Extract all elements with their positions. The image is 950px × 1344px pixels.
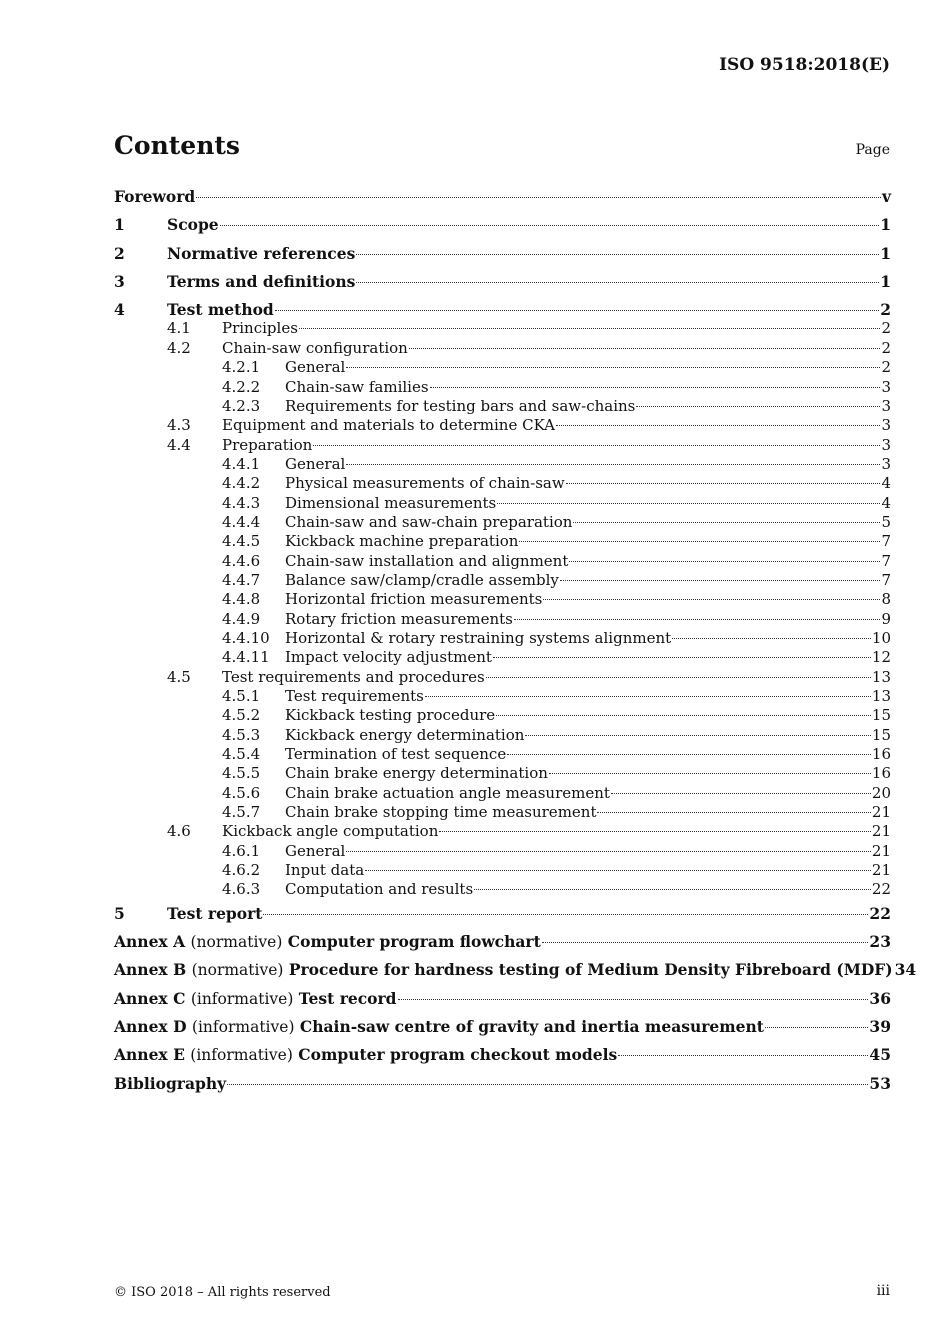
leader-dots bbox=[556, 425, 880, 426]
leader-dots bbox=[519, 541, 880, 542]
toc-entry-title bbox=[114, 956, 893, 984]
toc-entry-number: 4.6 bbox=[167, 822, 191, 841]
toc-entry-title bbox=[285, 861, 364, 880]
leader-dots bbox=[765, 1027, 868, 1028]
toc-entry-label: Chain-saw centre of gravity and inertia measurement bbox=[299, 1016, 764, 1036]
toc-entry-title bbox=[285, 532, 518, 551]
toc-entry-title bbox=[167, 240, 355, 268]
toc-entry-number: 4.5.7 bbox=[222, 803, 261, 822]
toc-entry[interactable] bbox=[114, 436, 891, 455]
toc-entry-page: 36 bbox=[869, 988, 891, 1008]
toc-entry[interactable] bbox=[114, 861, 891, 880]
toc-entry-title bbox=[285, 494, 496, 513]
toc-entry[interactable] bbox=[114, 590, 891, 609]
toc-entry-number: 5 bbox=[114, 903, 125, 923]
toc-entry[interactable] bbox=[114, 378, 891, 397]
toc-entry-title bbox=[285, 803, 596, 822]
toc-entry-title bbox=[222, 436, 312, 455]
toc-entry-number: 4.2 bbox=[167, 338, 191, 357]
toc-entry-page: 22 bbox=[871, 880, 891, 899]
leader-dots bbox=[227, 1084, 868, 1085]
toc-entry-title bbox=[114, 1070, 226, 1098]
toc-entry[interactable] bbox=[114, 211, 891, 239]
toc-entry[interactable] bbox=[114, 532, 891, 551]
toc-entry[interactable] bbox=[114, 571, 891, 590]
toc-entry-title bbox=[285, 552, 568, 571]
toc-entry-page: 2 bbox=[881, 319, 891, 338]
annex-prefix: Annex B bbox=[114, 960, 187, 980]
toc-entry-number: 4.4.9 bbox=[222, 609, 261, 628]
leader-dots bbox=[611, 793, 871, 794]
toc-entry[interactable] bbox=[114, 319, 891, 338]
toc-entry-number: 4.5.6 bbox=[222, 783, 261, 802]
toc-entry-page: 15 bbox=[871, 725, 891, 744]
toc-entry-number: 4.4.8 bbox=[222, 590, 261, 609]
toc-entry-label: Input data bbox=[285, 861, 365, 880]
toc-entry-page: 7 bbox=[881, 551, 891, 570]
toc-entry-label: Dimensional measurements bbox=[285, 493, 497, 512]
toc-entry-label: Scope bbox=[167, 215, 219, 235]
toc-entry-title bbox=[114, 183, 195, 211]
toc-entry-title bbox=[285, 764, 548, 783]
toc-entry[interactable] bbox=[114, 822, 891, 841]
toc-entry-title bbox=[285, 706, 495, 725]
toc-entry[interactable] bbox=[114, 494, 891, 513]
toc-entry-label: General bbox=[285, 454, 346, 473]
toc-entry-title bbox=[285, 629, 671, 648]
toc-entry-number: 4.6.2 bbox=[222, 861, 261, 880]
toc-entry-label: Preparation bbox=[222, 435, 313, 454]
toc-entry-number: 4.4.6 bbox=[222, 551, 261, 570]
toc-entry-title bbox=[114, 928, 541, 956]
leader-dots bbox=[486, 677, 871, 678]
toc-entry[interactable] bbox=[114, 784, 891, 803]
toc-entry[interactable] bbox=[114, 928, 891, 956]
toc-entry[interactable] bbox=[114, 183, 891, 211]
toc-entry-label: Rotary friction measurements bbox=[285, 609, 513, 628]
toc-entry-page: 13 bbox=[871, 687, 891, 706]
leader-dots bbox=[514, 619, 881, 620]
toc-entry[interactable] bbox=[114, 726, 891, 745]
toc-entry-page: 20 bbox=[871, 783, 891, 802]
toc-entry-label: Horizontal friction measurements bbox=[285, 590, 543, 609]
leader-dots bbox=[560, 580, 881, 581]
copyright-notice: © ISO 2018 – All rights reserved bbox=[114, 1285, 331, 1300]
toc-entry-label: Foreword bbox=[114, 187, 196, 206]
toc-entry-title bbox=[222, 668, 485, 687]
leader-dots bbox=[299, 328, 881, 329]
toc-entry[interactable] bbox=[114, 513, 891, 532]
table-of-contents bbox=[114, 183, 917, 1098]
leader-dots bbox=[365, 870, 871, 871]
leader-dots bbox=[275, 310, 879, 311]
toc-entry-label: Chain-saw families bbox=[285, 377, 429, 396]
leader-dots bbox=[672, 638, 871, 639]
toc-entry-title bbox=[285, 513, 572, 532]
toc-entry-page: 9 bbox=[881, 609, 891, 628]
annex-kind: (normative) bbox=[191, 961, 284, 980]
toc-entry[interactable] bbox=[114, 397, 891, 416]
toc-entry-label: Test report bbox=[167, 903, 263, 923]
toc-entry-title bbox=[114, 1013, 764, 1041]
toc-entry[interactable] bbox=[114, 745, 891, 764]
toc-entry-page: 7 bbox=[881, 532, 891, 551]
toc-entry[interactable] bbox=[114, 687, 891, 706]
toc-entry-title bbox=[285, 474, 565, 493]
toc-entry-number: 4.5.5 bbox=[222, 764, 261, 783]
toc-entry-number: 4.4 bbox=[167, 435, 191, 454]
toc-entry-number: 4.5.4 bbox=[222, 745, 261, 764]
toc-entry-label: Terms and definitions bbox=[167, 271, 356, 291]
toc-entry-number: 4 bbox=[114, 300, 125, 320]
toc-entry[interactable] bbox=[114, 842, 891, 861]
toc-entry-number: 4.4.2 bbox=[222, 474, 261, 493]
toc-entry-title bbox=[285, 880, 473, 899]
toc-entry-page: 10 bbox=[871, 628, 891, 647]
toc-entry-label: Equipment and materials to determine CKA bbox=[222, 416, 556, 435]
toc-entry-page: 45 bbox=[869, 1045, 891, 1065]
toc-entry[interactable] bbox=[114, 629, 891, 648]
toc-entry-page: 5 bbox=[881, 512, 891, 531]
toc-entry-title bbox=[285, 745, 506, 764]
toc-entry[interactable] bbox=[114, 900, 891, 928]
toc-entry-page: 21 bbox=[871, 841, 891, 860]
toc-entry[interactable] bbox=[114, 358, 891, 377]
toc-entry-number: 4.2.3 bbox=[222, 396, 261, 415]
toc-entry-label: Bibliography bbox=[114, 1073, 227, 1093]
leader-dots bbox=[430, 387, 881, 388]
toc-entry-number: 4.5.2 bbox=[222, 706, 261, 725]
toc-entry-page: 3 bbox=[881, 435, 891, 454]
leader-dots bbox=[496, 715, 871, 716]
toc-entry-title bbox=[285, 358, 345, 377]
leader-dots bbox=[356, 282, 879, 283]
toc-entry-number: 4.4.5 bbox=[222, 532, 261, 551]
leader-dots bbox=[425, 696, 871, 697]
leader-dots bbox=[346, 851, 871, 852]
toc-entry-page: 23 bbox=[869, 932, 891, 952]
toc-entry-title bbox=[167, 900, 262, 928]
toc-entry[interactable] bbox=[114, 803, 891, 822]
toc-entry-label: Chain brake energy determination bbox=[285, 764, 548, 783]
toc-entry-label: Kickback machine preparation bbox=[285, 532, 519, 551]
leader-dots bbox=[346, 464, 880, 465]
leader-dots bbox=[493, 657, 871, 658]
toc-entry[interactable] bbox=[114, 240, 891, 268]
page-column-label: Page bbox=[855, 142, 890, 158]
toc-entry-label: Horizontal & rotary restraining systems alignment bbox=[285, 628, 672, 647]
toc-entry-number: 4.4.1 bbox=[222, 454, 261, 473]
toc-entry-label: Impact velocity adjustment bbox=[285, 648, 492, 667]
toc-entry-page: 2 bbox=[880, 300, 891, 320]
leader-dots bbox=[313, 445, 880, 446]
toc-entry-label: Test method bbox=[167, 300, 274, 320]
leader-dots bbox=[569, 561, 880, 562]
leader-dots bbox=[356, 254, 879, 255]
toc-entry[interactable] bbox=[114, 339, 891, 358]
toc-entry-number: 4.2.1 bbox=[222, 358, 261, 377]
page-title: Contents bbox=[114, 131, 241, 160]
toc-entry-number: 4.4.3 bbox=[222, 493, 261, 512]
toc-entry-title bbox=[285, 610, 513, 629]
toc-entry-page: 21 bbox=[871, 803, 891, 822]
toc-entry-label: Balance saw/clamp/cradle assembly bbox=[285, 570, 559, 589]
toc-entry[interactable] bbox=[114, 474, 891, 493]
toc-entry[interactable] bbox=[114, 668, 891, 687]
toc-entry-page: 2 bbox=[881, 338, 891, 357]
toc-entry-number: 4.4.7 bbox=[222, 570, 261, 589]
toc-entry-page: 12 bbox=[871, 648, 891, 667]
toc-entry-page: 4 bbox=[881, 493, 891, 512]
toc-entry-label: Kickback energy determination bbox=[285, 725, 525, 744]
toc-entry-title bbox=[285, 726, 524, 745]
toc-entry-label: Test record bbox=[298, 988, 397, 1008]
annex-kind: (informative) bbox=[190, 1046, 293, 1065]
toc-entry-title bbox=[114, 985, 397, 1013]
toc-entry-title bbox=[114, 1041, 617, 1069]
annex-kind: (normative) bbox=[190, 933, 283, 952]
toc-entry-label: Test requirements and procedures bbox=[222, 667, 485, 686]
toc-entry[interactable] bbox=[114, 706, 891, 725]
toc-entry-page: 2 bbox=[881, 358, 891, 377]
toc-entry-number: 4.4.11 bbox=[222, 648, 270, 667]
toc-entry-label: Normative references bbox=[167, 243, 356, 263]
toc-entry-page: 53 bbox=[869, 1073, 891, 1093]
toc-entry-title bbox=[222, 822, 438, 841]
toc-entry-number: 4.4.4 bbox=[222, 512, 261, 531]
toc-entry-page: 8 bbox=[881, 590, 891, 609]
toc-entry-page: 3 bbox=[881, 396, 891, 415]
toc-entry-label: Computation and results bbox=[285, 880, 474, 899]
toc-entry-page: 3 bbox=[881, 377, 891, 396]
toc-entry-title bbox=[222, 339, 408, 358]
toc-entry[interactable] bbox=[114, 1013, 891, 1041]
toc-entry[interactable] bbox=[114, 1041, 891, 1069]
leader-dots bbox=[507, 754, 871, 755]
toc-entry-label: Test requirements bbox=[285, 687, 424, 706]
toc-entry-label: General bbox=[285, 358, 346, 377]
toc-entry-page: 1 bbox=[880, 271, 891, 291]
toc-entry[interactable] bbox=[114, 764, 891, 783]
toc-entry-title bbox=[285, 378, 429, 397]
leader-dots bbox=[549, 773, 871, 774]
toc-entry-title bbox=[285, 571, 559, 590]
toc-entry-number: 4.1 bbox=[167, 319, 191, 338]
toc-entry-number: 4.5 bbox=[167, 667, 191, 686]
toc-entry-title bbox=[285, 687, 424, 706]
page-number: iii bbox=[876, 1283, 890, 1299]
toc-entry-label: Chain-saw installation and alignment bbox=[285, 551, 569, 570]
toc-entry-number: 2 bbox=[114, 243, 125, 263]
toc-entry[interactable] bbox=[114, 455, 891, 474]
toc-entry-label: Chain brake stopping time measurement bbox=[285, 803, 597, 822]
leader-dots bbox=[474, 889, 871, 890]
toc-entry[interactable] bbox=[114, 416, 891, 435]
toc-entry[interactable] bbox=[114, 1070, 891, 1098]
toc-entry[interactable] bbox=[114, 985, 891, 1013]
toc-entry-title bbox=[285, 842, 345, 861]
toc-entry-title bbox=[222, 319, 298, 338]
toc-entry-label: Principles bbox=[222, 319, 298, 338]
toc-entry-page: 21 bbox=[871, 861, 891, 880]
leader-dots bbox=[439, 831, 871, 832]
toc-entry-label: Termination of test sequence bbox=[285, 745, 507, 764]
toc-entry[interactable] bbox=[114, 552, 891, 571]
annex-prefix: Annex C bbox=[114, 988, 186, 1008]
annex-prefix: Annex D bbox=[114, 1016, 187, 1036]
leader-dots bbox=[220, 225, 880, 226]
toc-entry[interactable] bbox=[114, 880, 891, 899]
toc-entry-label: Computer program flowchart bbox=[287, 932, 541, 952]
toc-entry-title bbox=[285, 590, 542, 609]
document-id: ISO 9518:2018(E) bbox=[719, 55, 890, 75]
leader-dots bbox=[542, 942, 869, 943]
toc-entry-page: 22 bbox=[869, 903, 891, 923]
toc-entry-title bbox=[285, 455, 345, 474]
annex-kind: (informative) bbox=[190, 989, 294, 1008]
toc-entry-page: 39 bbox=[869, 1016, 891, 1036]
toc-entry[interactable] bbox=[114, 956, 917, 984]
annex-prefix: Annex E bbox=[114, 1045, 185, 1065]
toc-entry-number: 1 bbox=[114, 215, 125, 235]
toc-entry-page: 15 bbox=[871, 706, 891, 725]
toc-entry-page: v bbox=[881, 187, 891, 206]
leader-dots bbox=[573, 522, 880, 523]
toc-entry-page: 3 bbox=[881, 454, 891, 473]
toc-entry-label: Kickback angle computation bbox=[222, 822, 439, 841]
toc-entry-label: Requirements for testing bars and saw-chains bbox=[285, 396, 636, 415]
toc-entry-page: 16 bbox=[871, 745, 891, 764]
leader-dots bbox=[398, 999, 869, 1000]
toc-entry-title bbox=[167, 268, 355, 296]
toc-entry-number: 4.5.1 bbox=[222, 687, 261, 706]
toc-entry-page: 4 bbox=[881, 474, 891, 493]
leader-dots bbox=[636, 406, 880, 407]
toc-entry-number: 4.6.1 bbox=[222, 841, 261, 860]
toc-entry-page: 1 bbox=[880, 215, 891, 235]
leader-dots bbox=[618, 1055, 868, 1056]
toc-entry-label: Chain brake actuation angle measurement bbox=[285, 783, 610, 802]
toc-entry-page: 13 bbox=[871, 667, 891, 686]
leader-dots bbox=[263, 914, 868, 915]
toc-entry-page: 16 bbox=[871, 764, 891, 783]
toc-entry-label: General bbox=[285, 841, 346, 860]
toc-entry-label: Chain-saw configuration bbox=[222, 338, 408, 357]
annex-prefix: Annex A bbox=[114, 932, 186, 952]
toc-entry-number: 4.2.2 bbox=[222, 377, 261, 396]
toc-entry-page: 7 bbox=[881, 570, 891, 589]
toc-entry-label: Computer program checkout models bbox=[298, 1045, 618, 1065]
toc-entry-title bbox=[285, 784, 610, 803]
toc-entry-label: Kickback testing procedure bbox=[285, 706, 496, 725]
toc-entry-title bbox=[285, 648, 492, 667]
toc-entry-title bbox=[167, 211, 219, 239]
toc-entry-number: 4.6.3 bbox=[222, 880, 261, 899]
toc-entry-label: Physical measurements of chain-saw bbox=[285, 474, 565, 493]
toc-entry[interactable] bbox=[114, 648, 891, 667]
toc-entry-page: 34 bbox=[894, 960, 917, 980]
toc-entry-page: 3 bbox=[881, 416, 891, 435]
leader-dots bbox=[497, 503, 880, 504]
toc-entry-title bbox=[285, 397, 635, 416]
toc-entry-page: 1 bbox=[880, 243, 891, 263]
leader-dots bbox=[525, 735, 870, 736]
toc-entry-label: Chain-saw and saw-chain preparation bbox=[285, 512, 573, 531]
toc-entry[interactable] bbox=[114, 268, 891, 296]
leader-dots bbox=[597, 812, 870, 813]
leader-dots bbox=[409, 348, 881, 349]
toc-entry-label: Procedure for hardness testing of Medium Density Fibreboard (MDF) bbox=[288, 960, 893, 980]
toc-entry-number: 4.3 bbox=[167, 416, 191, 435]
toc-entry-number: 4.4.10 bbox=[222, 628, 270, 647]
annex-kind: (informative) bbox=[191, 1017, 295, 1036]
leader-dots bbox=[346, 367, 880, 368]
leader-dots bbox=[543, 599, 880, 600]
leader-dots bbox=[566, 483, 881, 484]
toc-entry[interactable] bbox=[114, 610, 891, 629]
leader-dots bbox=[196, 197, 881, 198]
toc-entry-number: 4.5.3 bbox=[222, 725, 261, 744]
toc-entry-page: 21 bbox=[871, 822, 891, 841]
toc-entry-title bbox=[222, 416, 555, 435]
toc-entry-number: 3 bbox=[114, 271, 125, 291]
